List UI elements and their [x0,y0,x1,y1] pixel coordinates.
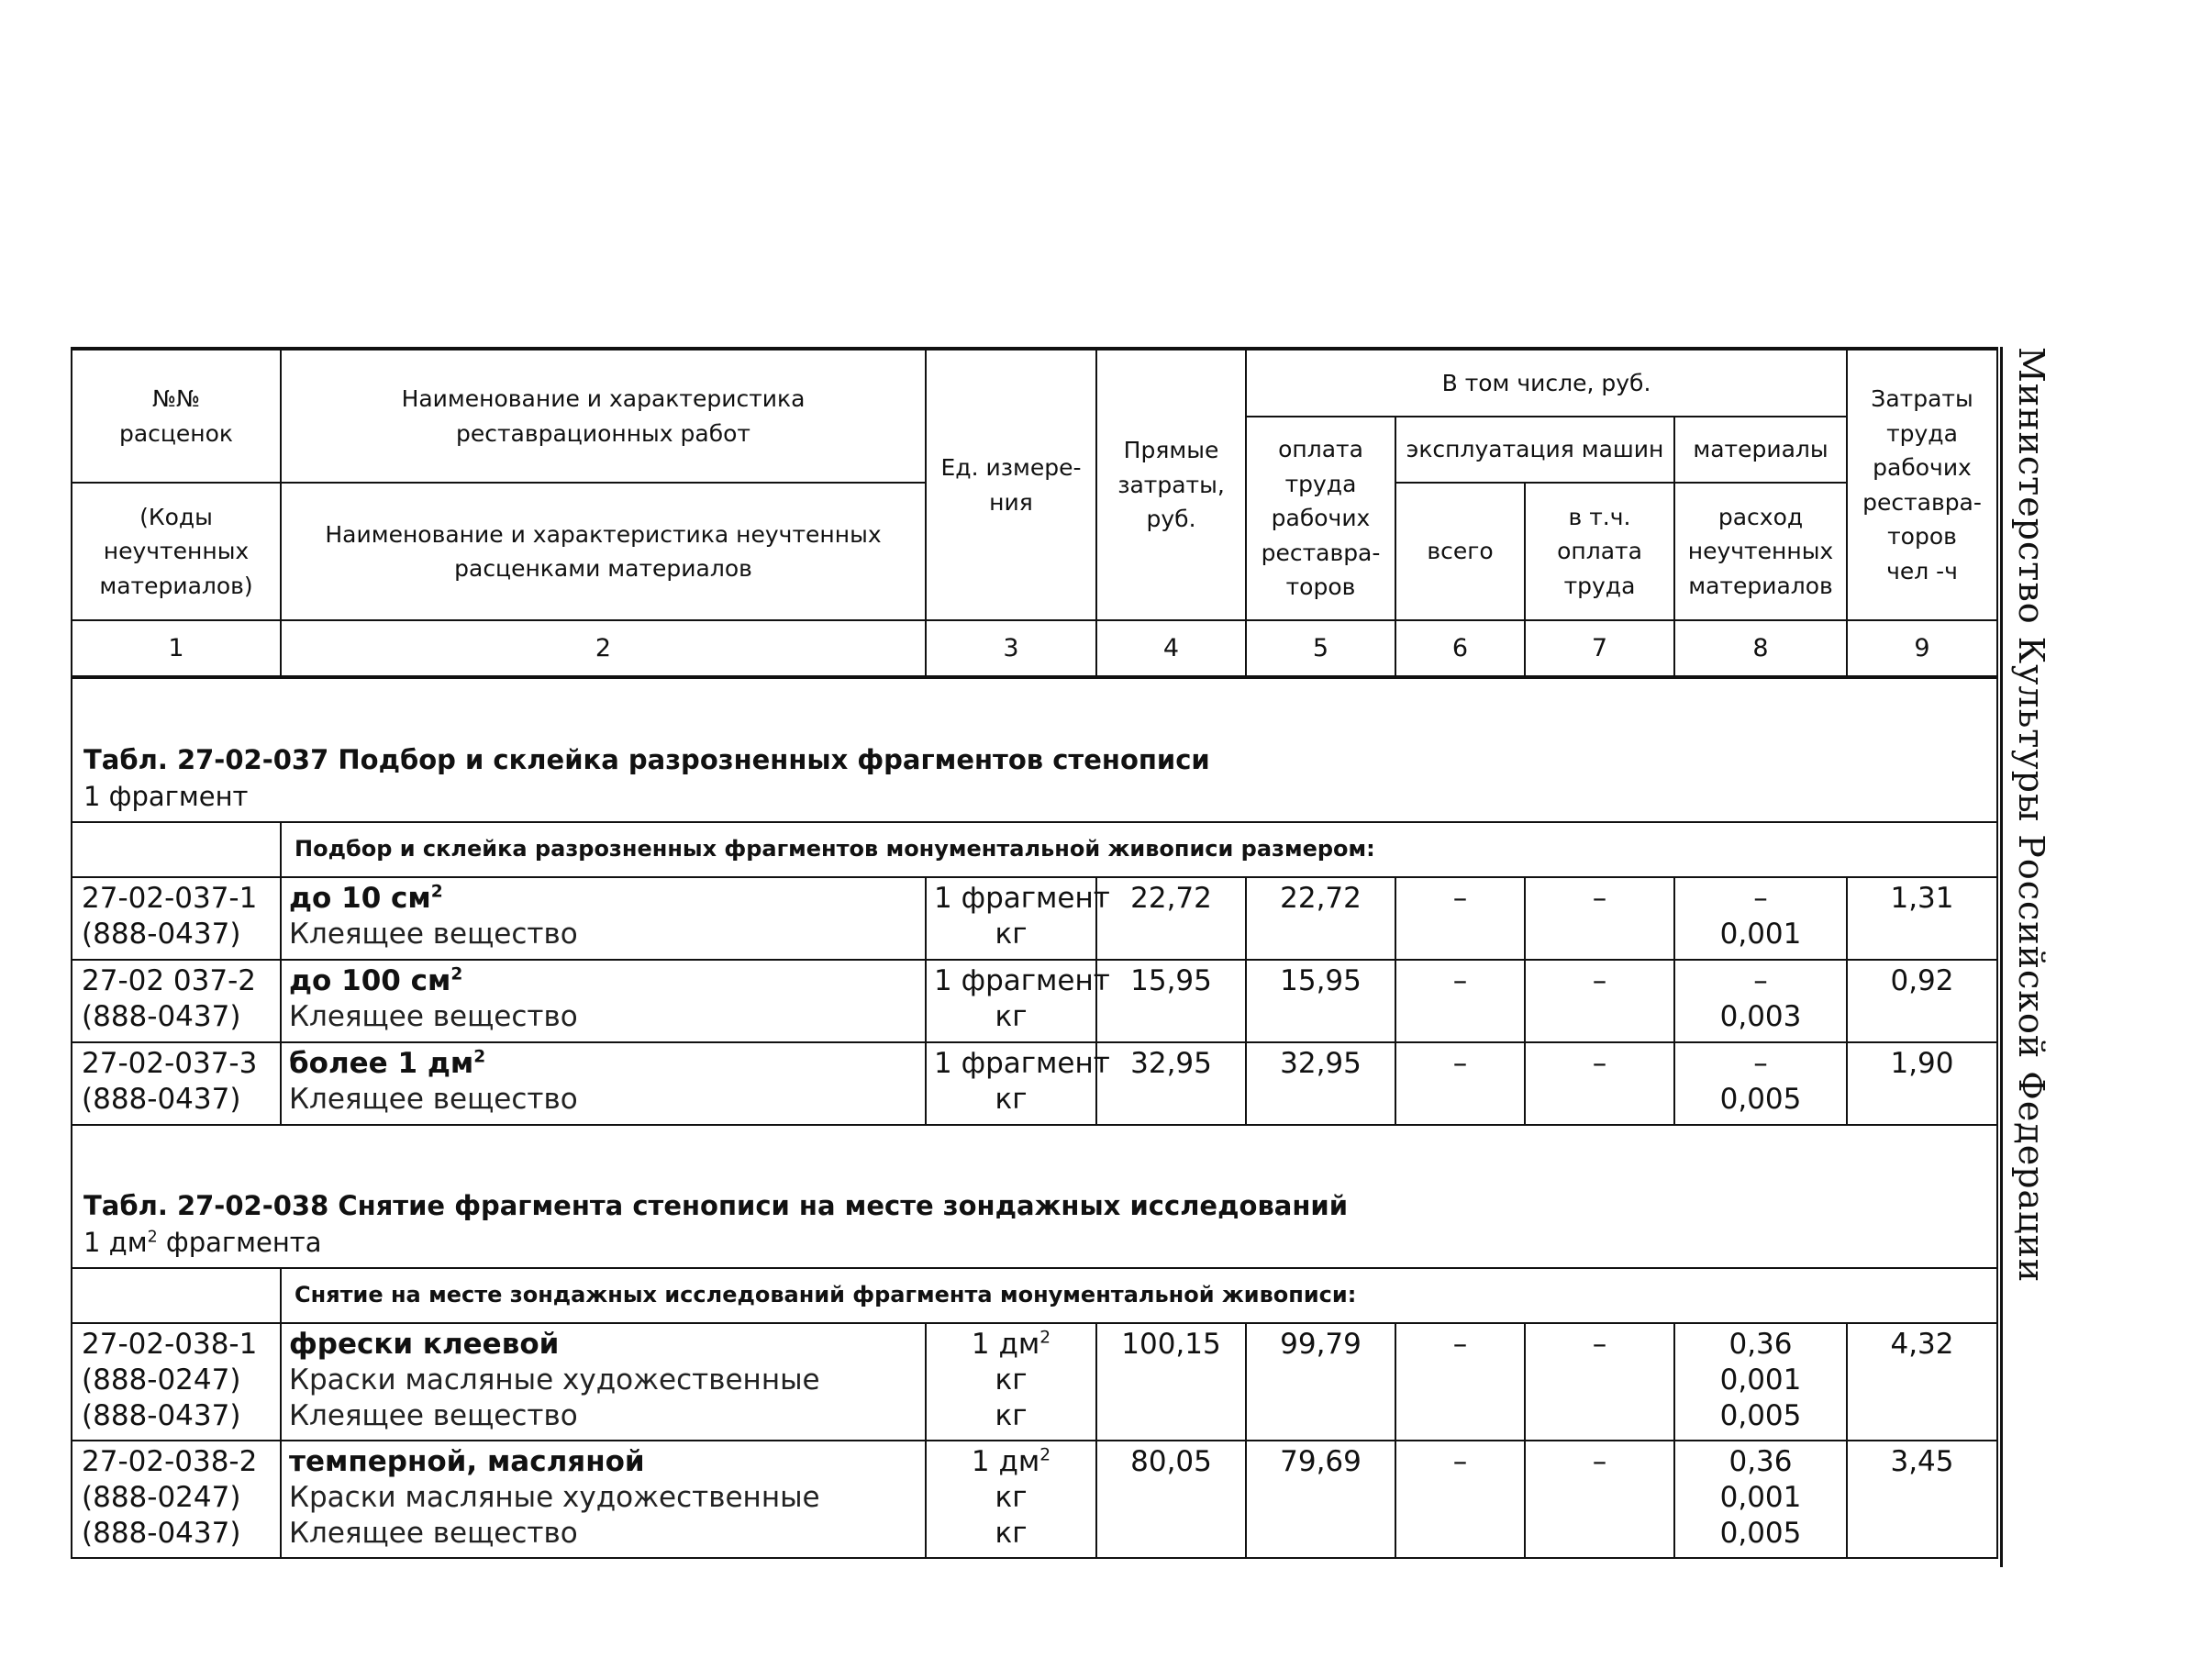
header-rate-number: №№ расценок [72,349,281,483]
side-header [2000,347,2076,1567]
materials-consumption: – 0,005 [1674,1042,1847,1125]
table-row [72,1323,1997,1441]
machines-labor: – [1525,1323,1674,1441]
section-heading [72,677,1997,822]
work-name: темперной, масляной Краски масляные художественные Клеящее вещество [281,1441,926,1558]
worker-pay: 22,72 [1246,877,1395,960]
rate-codes: 27-02-038-1 (888-0247) (888-0437) [72,1323,281,1441]
direct-cost: 80,05 [1096,1441,1246,1558]
header-labor-hours: Затраты труда рабочих реставра- торов чел -ч [1847,349,1997,620]
direct-cost: 15,95 [1096,960,1246,1042]
col-number: 4 [1096,620,1246,677]
labor-hours: 1,90 [1847,1042,1997,1125]
unit-cell: 1 $дм^2$ кг кг [926,1323,1096,1441]
header-material-codes: (Коды неучтенных материалов) [72,483,281,620]
labor-hours: 4,32 [1847,1323,1997,1441]
labor-hours: 0,92 [1847,960,1997,1042]
section-heading [72,1125,1997,1268]
header-unit: Ед. измере- ния [926,349,1096,620]
rate-codes: 27-02-037-1 (888-0437) [72,877,281,960]
worker-pay: 79,69 [1246,1441,1395,1558]
unit-cell: 1 фрагмент кг [926,1042,1096,1125]
work-name: до 100 $см^2$ Клеящее вещество [281,960,926,1042]
machines-labor: – [1525,877,1674,960]
header-machines: эксплуатация машин [1395,417,1674,483]
rate-codes: 27-02-038-2 (888-0247) (888-0437) [72,1441,281,1558]
col-number: 5 [1246,620,1395,677]
machines-labor: – [1525,1042,1674,1125]
col-number: 2 [281,620,926,677]
labor-hours: 1,31 [1847,877,1997,960]
section-title: Табл. 27-02-037 Подбор и склейка разрозненных фрагментов стенописи [83,743,1210,775]
work-name: до 10 $см^2$ Клеящее вещество [281,877,926,960]
header-machines-labor: в т.ч. оплата труда [1525,483,1674,620]
work-name: фрески клеевой Краски масляные художественные Клеящее вещество [281,1323,926,1441]
work-name: более 1 $дм^2$ Клеящее вещество [281,1042,926,1125]
unit-cell: 1 фрагмент кг [926,960,1096,1042]
machines-total: – [1395,1441,1525,1558]
unit-cell: 1 $дм^2$ кг кг [926,1441,1096,1558]
col-number: 6 [1395,620,1525,677]
header-direct-costs: Прямые затраты, руб. [1096,349,1246,620]
machines-total: – [1395,1042,1525,1125]
header-materials: материалы [1674,417,1847,483]
col-number: 9 [1847,620,1997,677]
materials-consumption: – 0,003 [1674,960,1847,1042]
section-unit: 1 $дм^2$ фрагмента [83,1227,322,1259]
header-work-name: Наименование и характеристика реставрационных работ [281,349,926,483]
header-worker-pay: оплата труда рабочих реставра- торов [1246,417,1395,620]
machines-labor: – [1525,960,1674,1042]
machines-labor: – [1525,1441,1674,1558]
rate-codes: 27-02 037-2 (888-0437) [72,960,281,1042]
direct-cost: 100,15 [1096,1323,1246,1441]
ministry-title: Министерство Культуры Российской Федерации [2011,347,2051,1284]
section-title: Табл. 27-02-038 Снятие фрагмента стенописи на месте зондажных исследований [83,1189,1349,1221]
direct-cost: 32,95 [1096,1042,1246,1125]
direct-cost: 22,72 [1096,877,1246,960]
price-table [71,347,1998,1559]
machines-total: – [1395,960,1525,1042]
materials-consumption: – 0,001 [1674,877,1847,960]
col-number: 7 [1525,620,1674,677]
worker-pay: 15,95 [1246,960,1395,1042]
table-row [72,960,1997,1042]
labor-hours: 3,45 [1847,1441,1997,1558]
rate-codes: 27-02-037-3 (888-0437) [72,1042,281,1125]
worker-pay: 32,95 [1246,1042,1395,1125]
table-row [72,1441,1997,1558]
table-row [72,877,1997,960]
machines-total: – [1395,877,1525,960]
machines-total: – [1395,1323,1525,1441]
header-unaccounted-materials: расход неучтенных материалов [1674,483,1847,620]
col-number: 1 [72,620,281,677]
group-label: Снятие на месте зондажных исследований фрагмента монументальной живописи: [281,1268,1997,1323]
group-label: Подбор и склейка разрозненных фрагментов монументальной живописи размером: [281,822,1997,877]
header-material-name: Наименование и характеристика неучтенных расценками материалов [281,483,926,620]
col-number: 3 [926,620,1096,677]
materials-consumption: 0,36 0,001 0,005 [1674,1323,1847,1441]
table-row [72,1042,1997,1125]
col-number: 8 [1674,620,1847,677]
group-code-cell [72,822,281,877]
header-including-group: В том числе, руб. [1246,349,1847,417]
group-code-cell [72,1268,281,1323]
materials-consumption: 0,36 0,001 0,005 [1674,1441,1847,1558]
section-unit: 1 фрагмент [83,781,249,813]
header-machines-total: всего [1395,483,1525,620]
unit-cell: 1 фрагмент кг [926,877,1096,960]
worker-pay: 99,79 [1246,1323,1395,1441]
